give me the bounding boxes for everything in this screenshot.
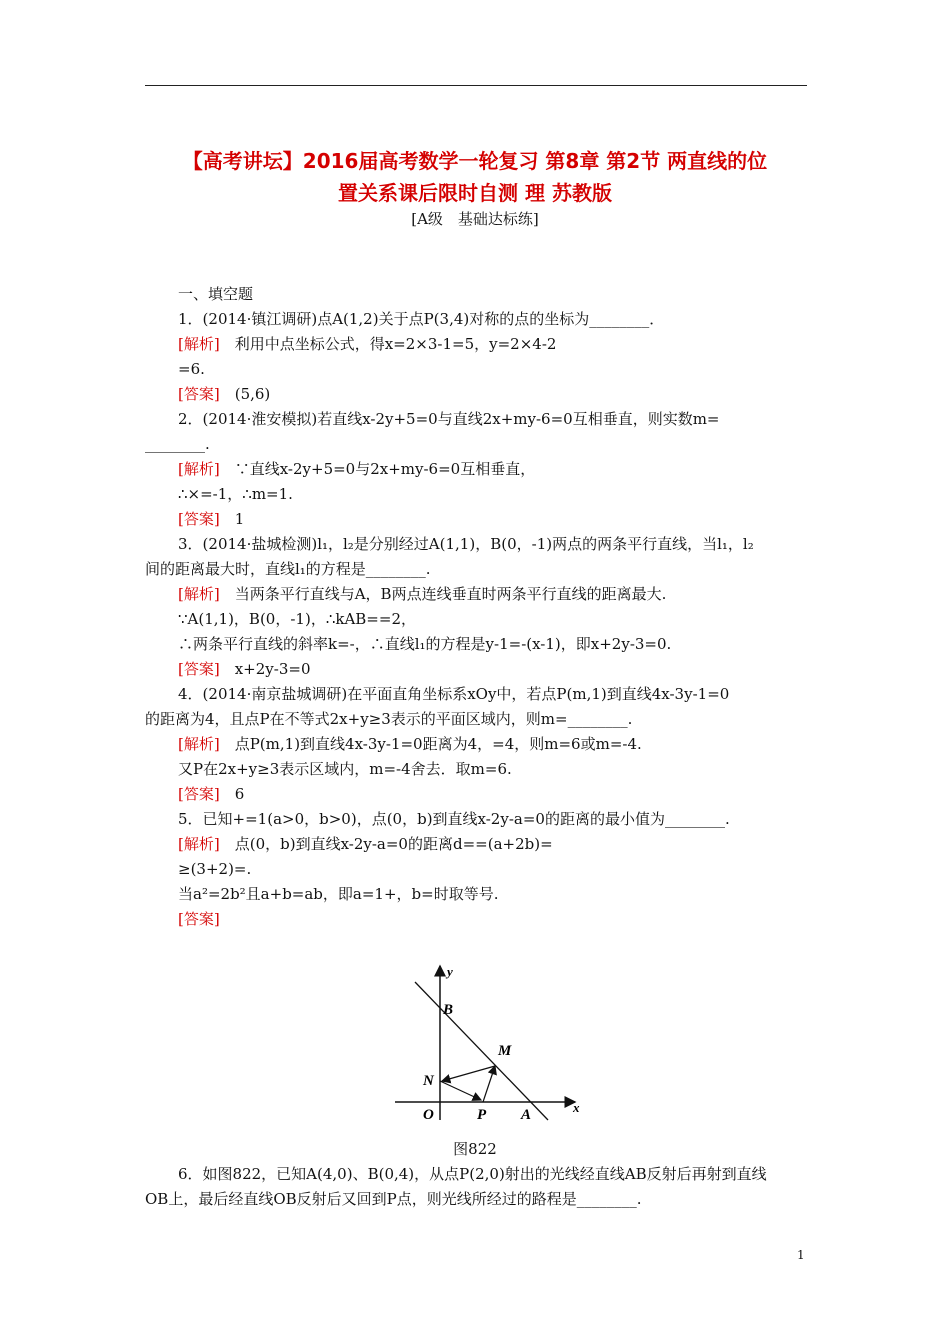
line-text: 6	[219, 785, 245, 803]
section-tag: [答案]	[178, 510, 220, 528]
section-tag: [答案]	[178, 385, 220, 403]
text-line	[178, 458, 535, 480]
line-text: =6.	[178, 360, 205, 378]
line-text: 又P在2x+y≥3表示区域内，m=-4舍去．取m=6.	[178, 760, 512, 778]
text-line	[178, 483, 293, 505]
text-line	[178, 508, 244, 530]
text-line	[178, 383, 270, 405]
label-p: P	[477, 1107, 487, 1122]
line-text: ________.	[145, 435, 210, 453]
text-line	[178, 908, 220, 930]
line-text: ∵直线x-2y+5=0与2x+my-6=0互相垂直，	[219, 460, 536, 478]
text-line	[145, 558, 431, 580]
q6-line-2: OB上，最后经直线OB反射后又回到P点，则光线所经过的路程是________.	[145, 1190, 642, 1208]
text-line	[145, 433, 210, 455]
section-tag: [解析]	[178, 735, 220, 753]
q6-line-1: 6．如图822，已知A(4,0)、B(0,4)，从点P(2,0)射出的光线经直线AB反射后再射到直线	[178, 1165, 767, 1183]
text-line	[145, 708, 632, 730]
line-text: ∵A(1,1)，B(0，-1)，∴kAB==2，	[178, 610, 416, 628]
text-line	[178, 783, 244, 805]
section-tag: [解析]	[178, 835, 220, 853]
label-y: y	[447, 964, 453, 979]
line-text: ∴×=-1，∴m=1.	[178, 485, 293, 503]
text-line	[178, 858, 251, 880]
level-label: [A级 基础达标练]	[411, 210, 539, 228]
text-line	[178, 408, 719, 430]
label-o: O	[423, 1107, 434, 1122]
label-x: x	[573, 1100, 580, 1115]
section-tag: [解析]	[178, 335, 220, 353]
page-number: 1	[797, 1248, 805, 1262]
label-m: M	[498, 1043, 512, 1059]
ray-m-to-n	[442, 1066, 495, 1081]
line-text: 一、填空题	[178, 285, 254, 303]
label-n: N	[423, 1073, 434, 1089]
ray-p-to-m	[483, 1066, 495, 1102]
text-line	[178, 333, 556, 355]
line-text: ∴两条平行直线的斜率k=-，∴直线l₁的方程是y-1=-(x-1)，即x+2y-3=0.	[178, 635, 672, 653]
title-line-2: 置关系课后限时自测 理 苏教版	[338, 181, 612, 205]
text-line	[178, 883, 498, 905]
section-tag: [解析]	[178, 460, 220, 478]
ray-n-to-p	[440, 1081, 481, 1100]
line-text: 1．(2014·镇江调研)点A(1,2)关于点P(3,4)对称的点的坐标为________．	[178, 310, 665, 328]
figure-822	[395, 962, 590, 1122]
line-text: x+2y-3=0	[219, 660, 311, 678]
line-text: 当a²=2b²且a+b=ab，即a=1+，b=时取等号.	[178, 885, 499, 903]
text-line	[178, 683, 729, 705]
line-text: ≥(3+2)=.	[178, 860, 252, 878]
text-line	[178, 533, 754, 555]
text-line	[178, 608, 416, 630]
line-text: 5．已知+=1(a>0，b>0)，点(0，b)到直线x-2y-a=0的距离的最小值为________.	[178, 810, 730, 828]
header-rule	[145, 85, 807, 86]
line-ab	[415, 982, 548, 1120]
section-tag: [解析]	[178, 585, 220, 603]
label-b: B	[443, 1002, 454, 1018]
text-line	[178, 808, 730, 830]
line-text: 2．(2014·淮安模拟)若直线x-2y+5=0与直线2x+my-6=0互相垂直，则实数m=	[178, 410, 720, 428]
text-line	[178, 283, 253, 305]
line-text: 1	[219, 510, 245, 528]
section-tag: [答案]	[178, 785, 220, 803]
text-line	[178, 308, 664, 330]
figure-caption: 图822	[453, 1140, 497, 1158]
text-line	[178, 833, 553, 855]
line-text: 点(0，b)到直线x-2y-a=0的距离d==(a+2b)=	[219, 835, 553, 853]
text-line	[178, 733, 642, 755]
line-text: 4．(2014·南京盐城调研)在平面直角坐标系xOy中，若点P(m,1)到直线4x-3y-1=0	[178, 685, 730, 703]
line-text: 点P(m,1)到直线4x-3y-1=0距离为4，=4，则m=6或m=-4.	[219, 735, 642, 753]
section-tag: [答案]	[178, 660, 220, 678]
text-line	[178, 658, 311, 680]
line-text: (5,6)	[219, 385, 271, 403]
section-tag: [答案]	[178, 910, 220, 928]
line-text: 的距离为4，且点P在不等式2x+y≥3表示的平面区域内，则m=________.	[145, 710, 633, 728]
title-line-1: 【高考讲坛】2016届高考数学一轮复习 第8章 第2节 两直线的位	[182, 149, 768, 173]
line-text: 间的距离最大时，直线l₁的方程是________.	[145, 560, 431, 578]
text-line	[178, 358, 205, 380]
text-line	[178, 633, 671, 655]
line-text: 当两条平行直线与A，B两点连线垂直时两条平行直线的距离最大.	[219, 585, 667, 603]
line-text: 利用中点坐标公式，得x=2×3-1=5，y=2×4-2	[219, 335, 557, 353]
line-text: 3．(2014·盐城检测)l₁，l₂是分别经过A(1,1)，B(0，-1)两点的两条平行直线，当l₁，l₂	[178, 535, 754, 553]
text-line	[178, 583, 666, 605]
label-a: A	[521, 1107, 532, 1122]
text-line	[178, 758, 512, 780]
